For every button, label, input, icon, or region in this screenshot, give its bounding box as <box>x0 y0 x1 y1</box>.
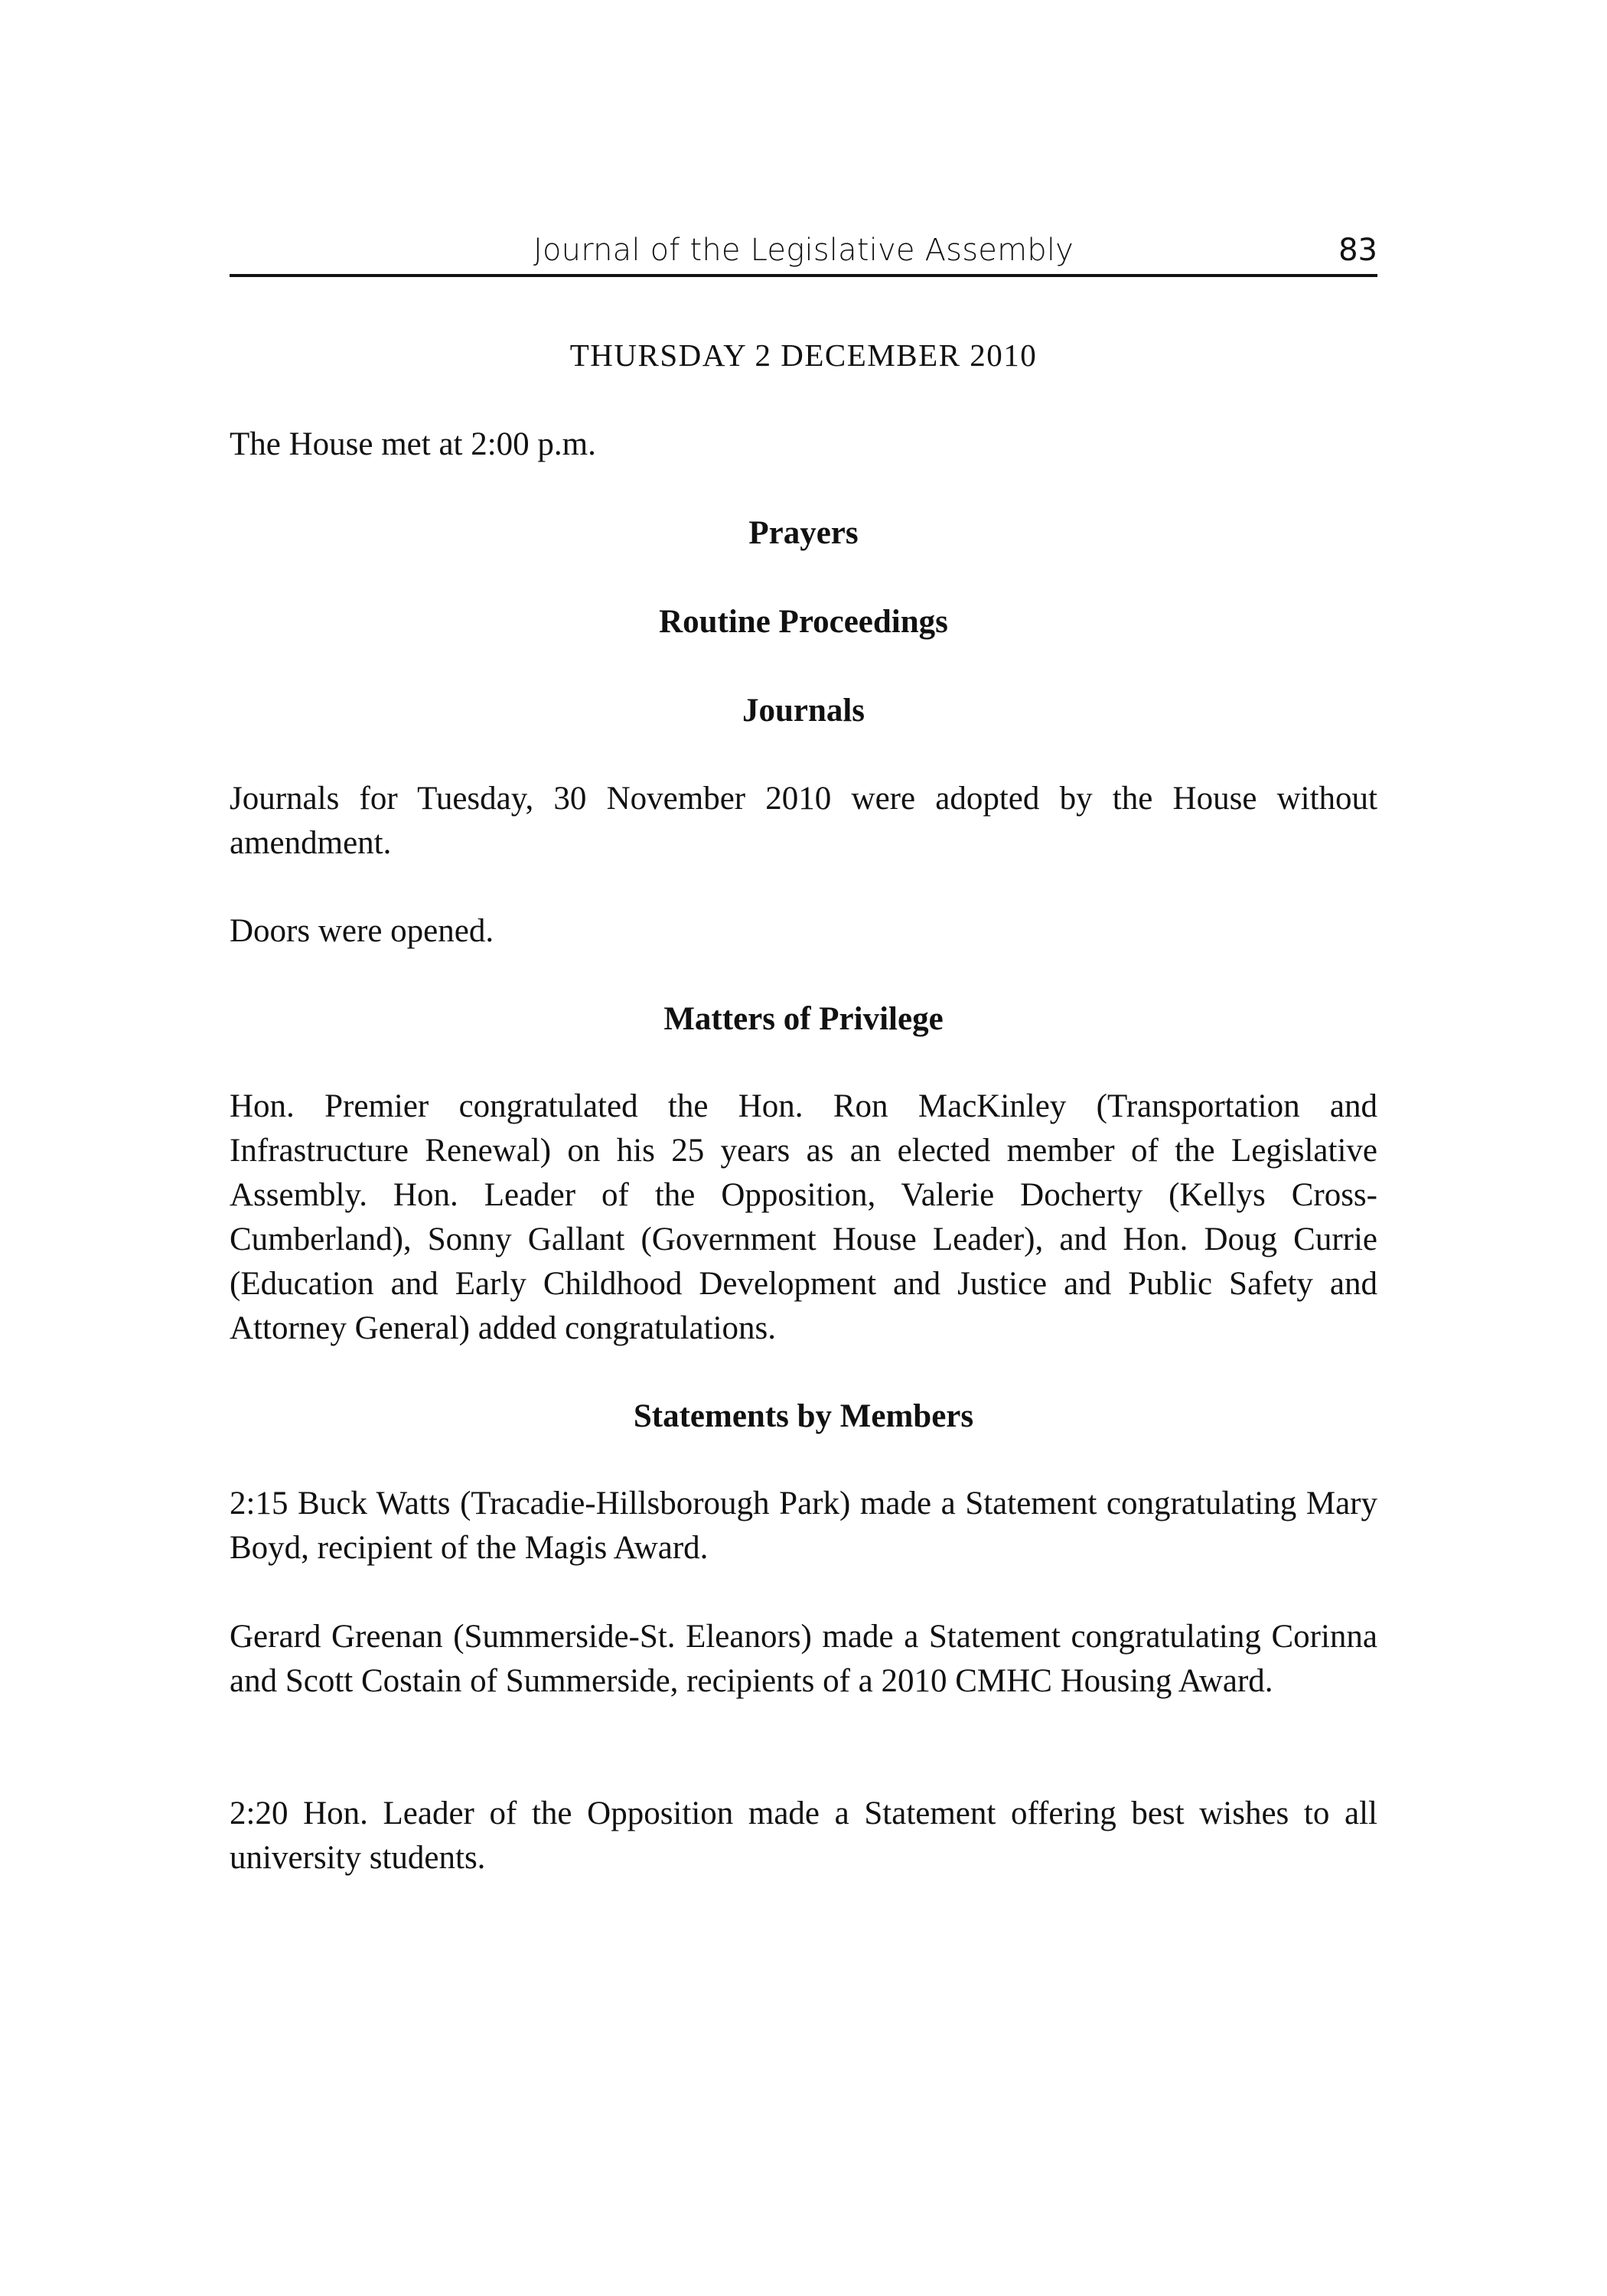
page-number: 83 <box>1338 233 1377 268</box>
opening-paragraph: The House met at 2:00 p.m. <box>230 426 596 462</box>
journal-page <box>230 0 1377 2296</box>
journals-paragraph: Journals for Tuesday, 30 November 2010 were adopted by the House without amendment. <box>230 781 1377 861</box>
running-title: Journal of the Legislative Assembly <box>533 233 1074 268</box>
privilege-paragraph: Hon. Premier congratulated the Hon. Ron MacKinley (Transportation and Infrastructure Renewal) on his 25 years as an elected member of the Legislative Assembly. Hon. Leader of the Opposition, Valerie Docherty (Kellys Cross-Cumberland), Sonny Gallant (Government House Leader), and Hon. Doug Currie (Education and Early Childhood Development and Justice and Public Safety and Attorney General) added congratulations. <box>230 1088 1377 1346</box>
routine-proceedings-heading: Routine Proceedings <box>659 604 948 640</box>
prayers-heading: Prayers <box>748 515 859 551</box>
journals-heading: Journals <box>742 693 865 729</box>
statements-heading: Statements by Members <box>633 1398 974 1434</box>
statement-paragraph-2: Gerard Greenan (Summerside-St. Eleanors) made a Statement congratulating Corinna and Scott Costain of Summerside, recipients of a 2010 CMHC Housing Award. <box>230 1619 1377 1699</box>
date-heading: THURSDAY 2 DECEMBER 2010 <box>569 338 1038 373</box>
statement-paragraph-3: 2:20 Hon. Leader of the Opposition made a Statement offering best wishes to all university students. <box>230 1795 1377 1876</box>
running-header <box>230 230 1377 277</box>
doors-paragraph: Doors were opened. <box>230 913 494 949</box>
statement-paragraph-1: 2:15 Buck Watts (Tracadie-Hillsborough Park) made a Statement congratulating Mary Boyd, recipient of the Magis Award. <box>230 1486 1377 1566</box>
privilege-heading: Matters of Privilege <box>663 1001 944 1037</box>
